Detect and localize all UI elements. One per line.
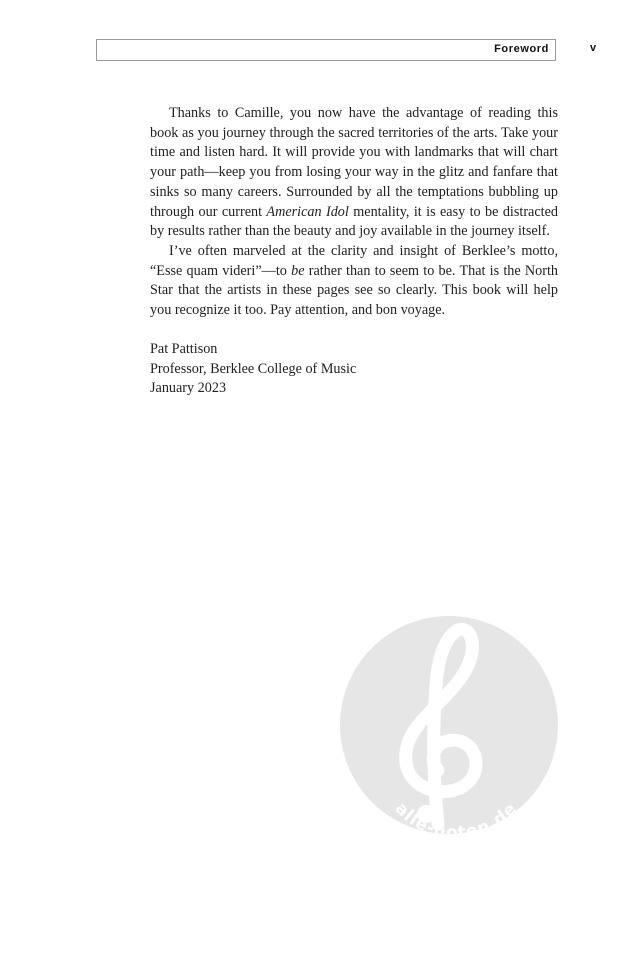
watermark-text: alle-noten.de [390, 798, 522, 834]
watermark [340, 616, 558, 834]
paragraph-2-emphasis: be [291, 262, 305, 279]
paragraph-1-text-b: mentality, it is easy to be distracted by results rather than the beauty and joy available in the journey itself. [150, 203, 558, 240]
running-head [96, 39, 556, 61]
paragraph-1-emphasis: American Idol [266, 203, 349, 220]
running-head-title: Foreword [494, 43, 549, 55]
paragraph-2-text-a: I’ve often marveled at the clarity and insight of Berklee’s motto, “Esse quam videri”—to [150, 242, 558, 279]
foreword-body [150, 104, 558, 321]
page-number: v [590, 42, 597, 54]
paragraph-2-text-b: rather than to seem to be. That is the North Star that the artists in these pages see so clearly. This book will help you recognize it too. Pay attention, and bon voyage. [150, 262, 558, 319]
paragraph-1 [150, 104, 558, 242]
paragraph-2 [150, 242, 558, 321]
treble-clef-icon [340, 616, 558, 834]
signature-title: Professor, Berklee College of Music [150, 360, 357, 377]
signature-block [150, 340, 356, 399]
signature-date: January 2023 [150, 380, 227, 397]
signature-name: Pat Pattison [150, 341, 218, 357]
paragraph-1-text-a: Thanks to Camille, you now have the advantage of reading this book as you journey through the sacred territories of the arts. Take your time and listen hard. It will provide you with landmarks that will chart your path—keep you from losing your way in the glitz and fanfare that sinks so many careers. Surrounded by all the temptations bubbling up through our current [150, 105, 558, 220]
